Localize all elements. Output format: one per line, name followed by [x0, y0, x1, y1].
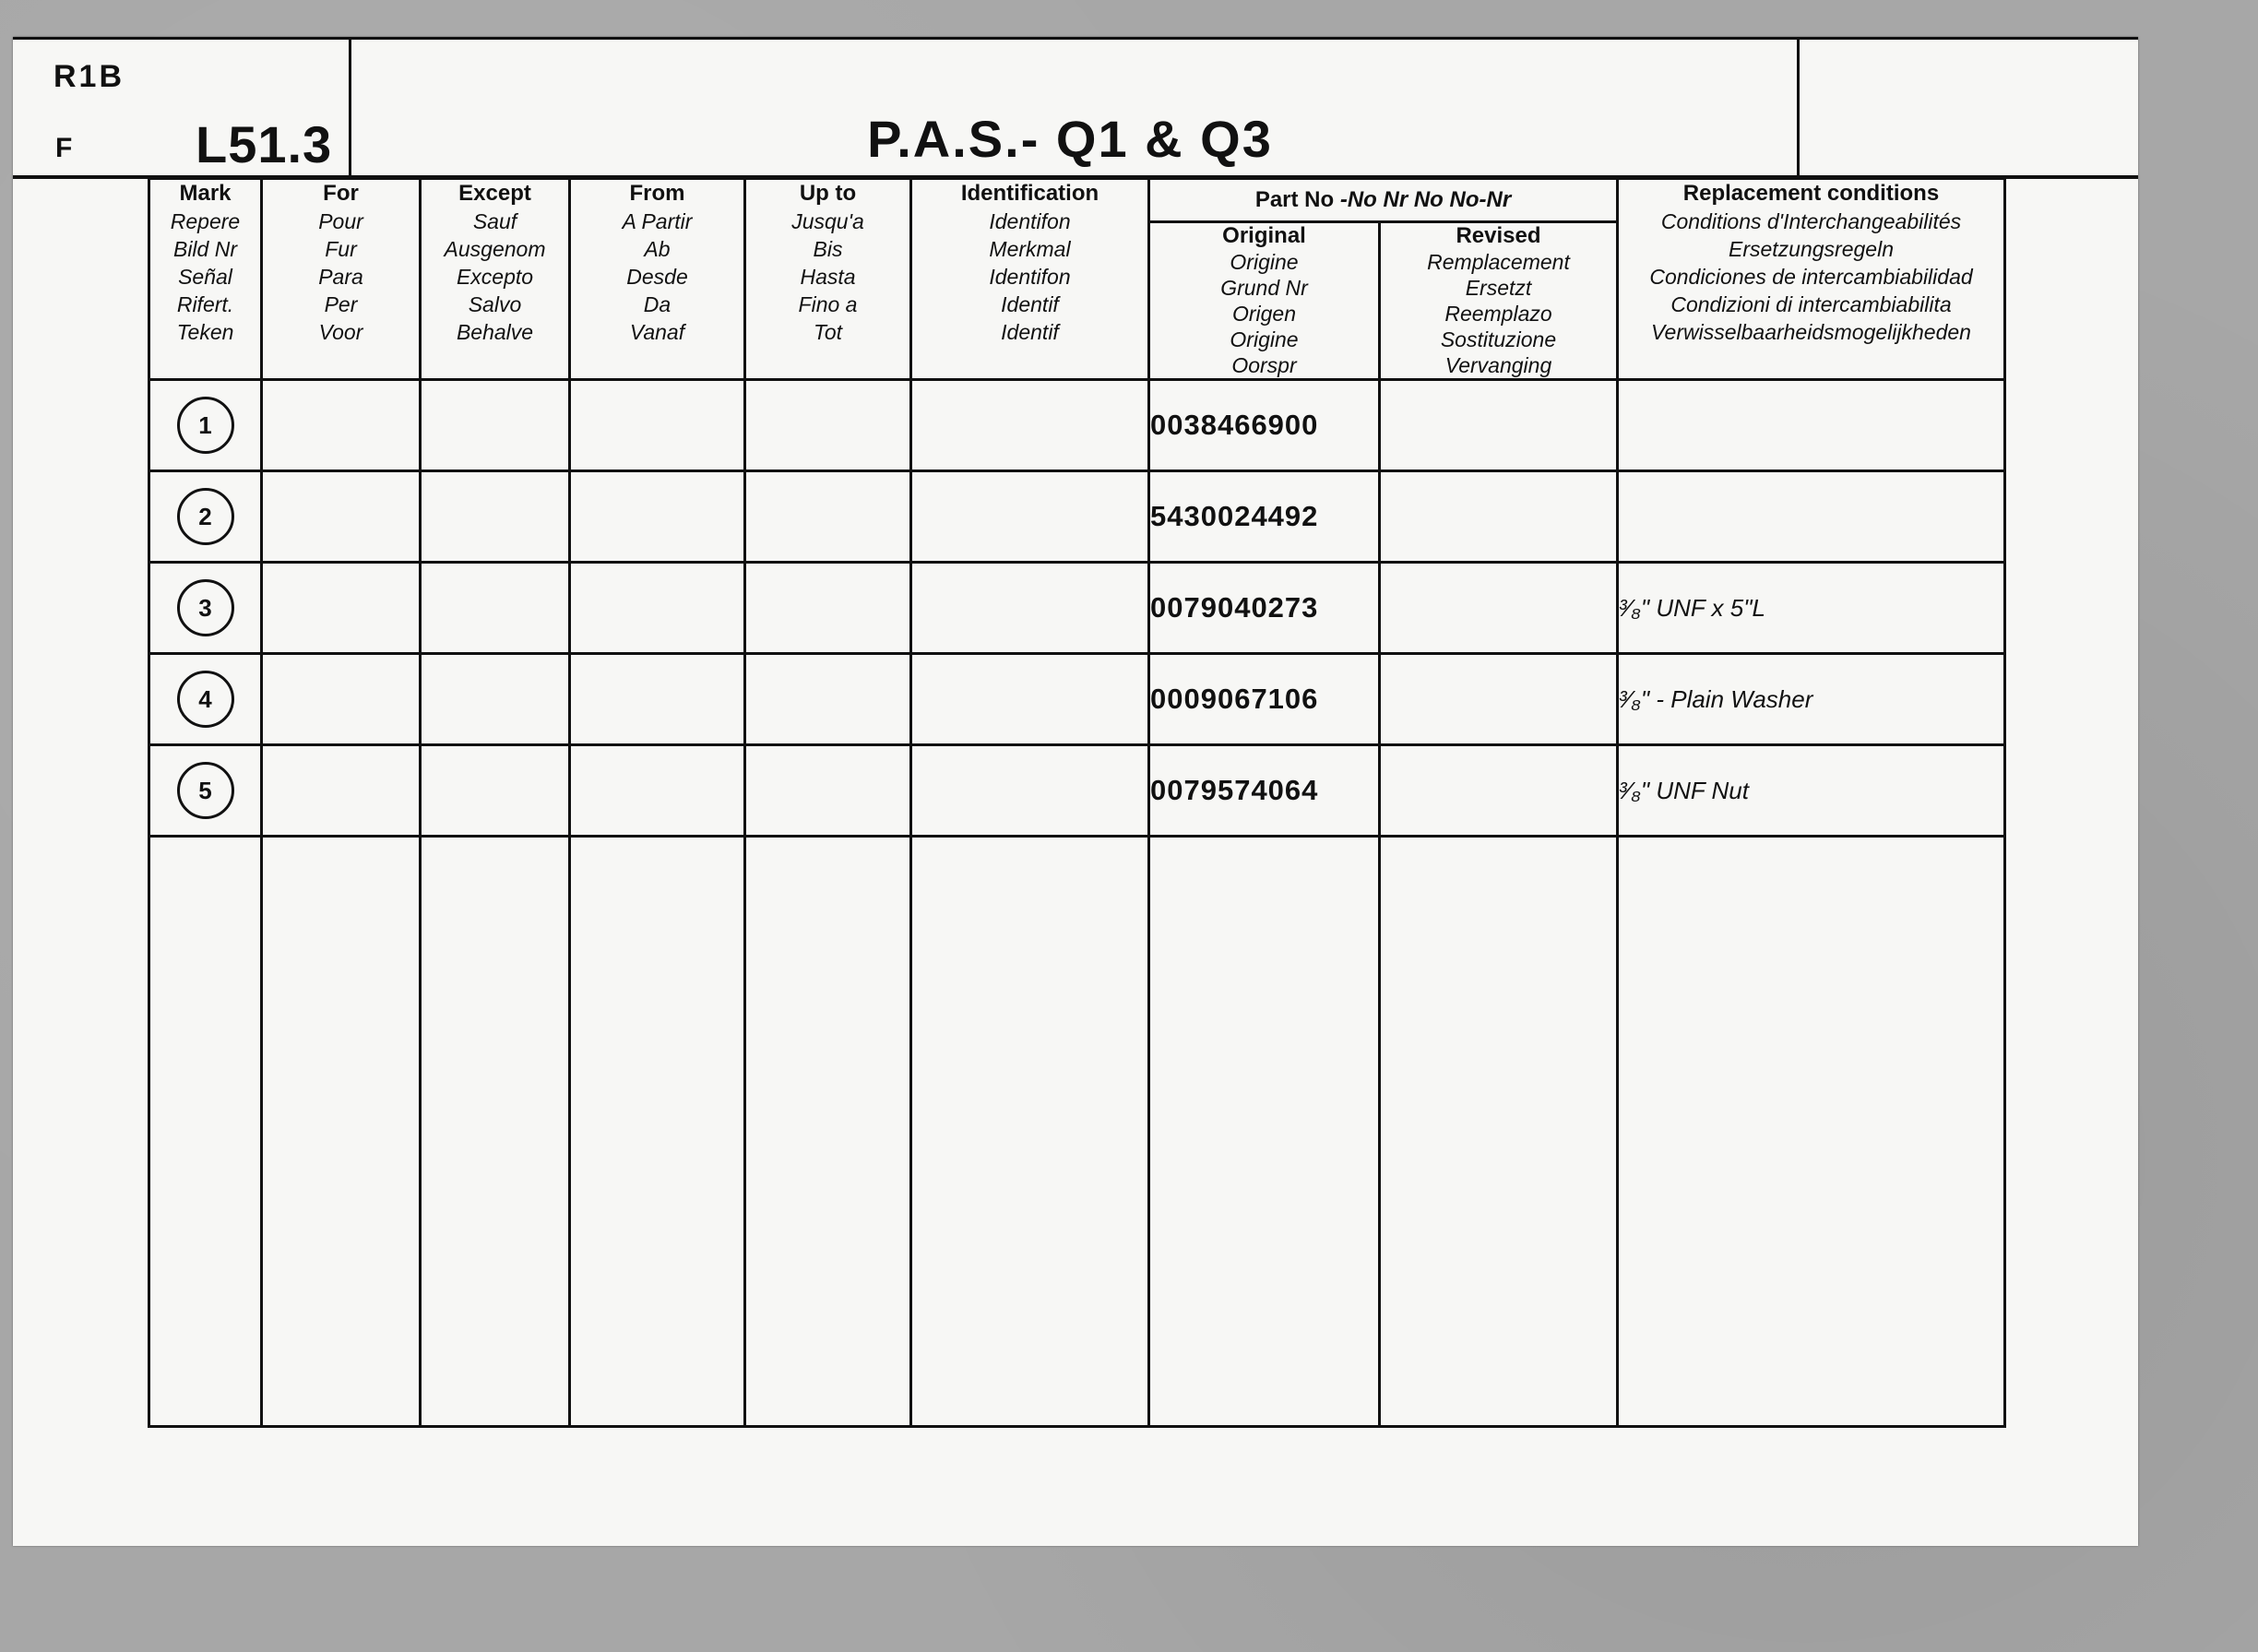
col-header-from: From A Partir Ab Desde Da Vanaf [570, 179, 745, 380]
original-part-number: 5430024492 [1149, 471, 1380, 563]
replacement-condition: ³⁄₈" UNF x 5"L [1618, 563, 2005, 654]
mark-badge: 4 [177, 671, 234, 728]
original-part-number: 0009067106 [1149, 654, 1380, 745]
col-header-except: Except Sauf Ausgenom Excepto Salvo Behalve [421, 179, 570, 380]
sheet-code-top: R1B [53, 59, 125, 94]
col-header-up-to: Up to Jusqu'a Bis Hasta Fino a Tot [745, 179, 911, 380]
empty-table-space [149, 837, 2005, 1427]
col-header-part-no: Part No -No Nr No No-Nr [1149, 179, 1618, 222]
original-part-number: 0038466900 [1149, 380, 1380, 471]
replacement-condition [1618, 471, 2005, 563]
col-header-mark: Mark Repere Bild Nr Señal Rifert. Teken [149, 179, 262, 380]
mark-badge: 5 [177, 762, 234, 819]
page-title: P.A.S.- Q1 & Q3 [867, 110, 1273, 168]
replacement-condition: ³⁄₈" UNF Nut [1618, 745, 2005, 837]
replacement-condition: ³⁄₈" - Plain Washer [1618, 654, 2005, 745]
col-header-for: For Pour Fur Para Per Voor [262, 179, 421, 380]
col-header-identification: Identification Identifon Merkmal Identifon Identif Identif [911, 179, 1149, 380]
table-row [149, 380, 2005, 471]
parts-table [148, 177, 2006, 1428]
replacement-condition [1618, 380, 2005, 471]
original-part-number: 0079574064 [1149, 745, 1380, 837]
header-divider-right [1797, 37, 1800, 177]
mark-badge: 2 [177, 488, 234, 545]
section-number: L51.3 [196, 115, 333, 173]
col-header-original: Original Origine Grund Nr Origen Origine Oorspr [1149, 222, 1380, 380]
sheet-code-left: F [55, 133, 73, 163]
mark-badge: 3 [177, 579, 234, 636]
col-header-revised: Revised Remplacement Ersetzt Reemplazo Sostituzione Vervanging [1380, 222, 1618, 380]
col-header-replacement-conditions: Replacement conditions Conditions d'Interchangeabilités Ersetzungsregeln Condiciones de intercambiabilidad Condizioni di intercambiabilita Verwisselbaarheidsmogelijkheden [1618, 179, 2005, 380]
table-row [149, 563, 2005, 654]
original-part-number: 0079040273 [1149, 563, 1380, 654]
table-row [149, 745, 2005, 837]
table-row [149, 471, 2005, 563]
mark-badge: 1 [177, 397, 234, 454]
table-row [149, 654, 2005, 745]
header-top-rule [13, 37, 2138, 40]
